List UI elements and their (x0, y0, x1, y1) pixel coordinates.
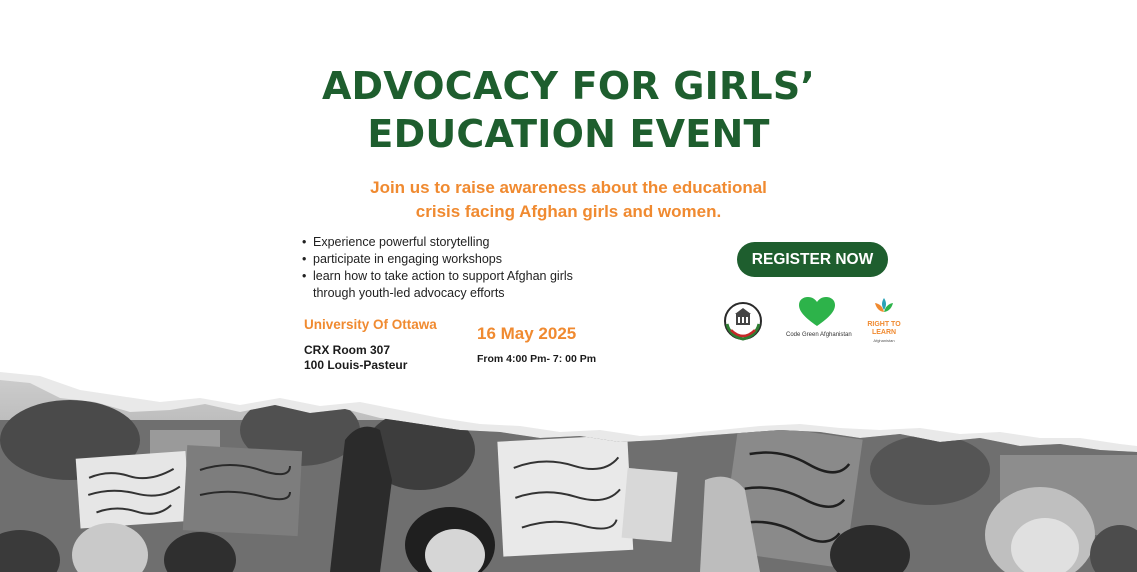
event-title-line1: ADVOCACY FOR GIRLS’ (321, 64, 816, 108)
rtl-line2: LEARN (871, 329, 897, 336)
event-time: From 4:00 Pm- 7: 00 Pm (477, 353, 597, 365)
venue-address: 100 Louis-Pasteur (304, 358, 408, 372)
highlight-text: participate in engaging workshops (313, 252, 503, 266)
highlight-text: Experience powerful storytelling (313, 235, 490, 249)
code-green-caption: Code Green Afghanistan (786, 332, 852, 338)
register-now-button[interactable]: REGISTER NOW (737, 242, 888, 277)
rtl-line3: Afghanistan (873, 338, 895, 343)
venue-name: University Of Ottawa (304, 317, 437, 332)
rtl-line1: RIGHT TO (867, 321, 901, 328)
event-date: 16 May 2025 (477, 324, 577, 343)
venue-room: CRX Room 307 (304, 343, 391, 357)
subtitle-line1: Join us to raise awareness about the educational (370, 178, 767, 197)
subtitle-line2: crisis facing Afghan girls and women. (415, 202, 722, 221)
bullet-icon: • (302, 252, 307, 266)
bullet-icon: • (302, 235, 307, 249)
event-title-line2: EDUCATION EVENT (367, 112, 770, 156)
bullet-icon: • (302, 269, 307, 283)
highlight-text: learn how to take action to support Afghan girls through youth-led advocacy efforts (313, 269, 573, 300)
